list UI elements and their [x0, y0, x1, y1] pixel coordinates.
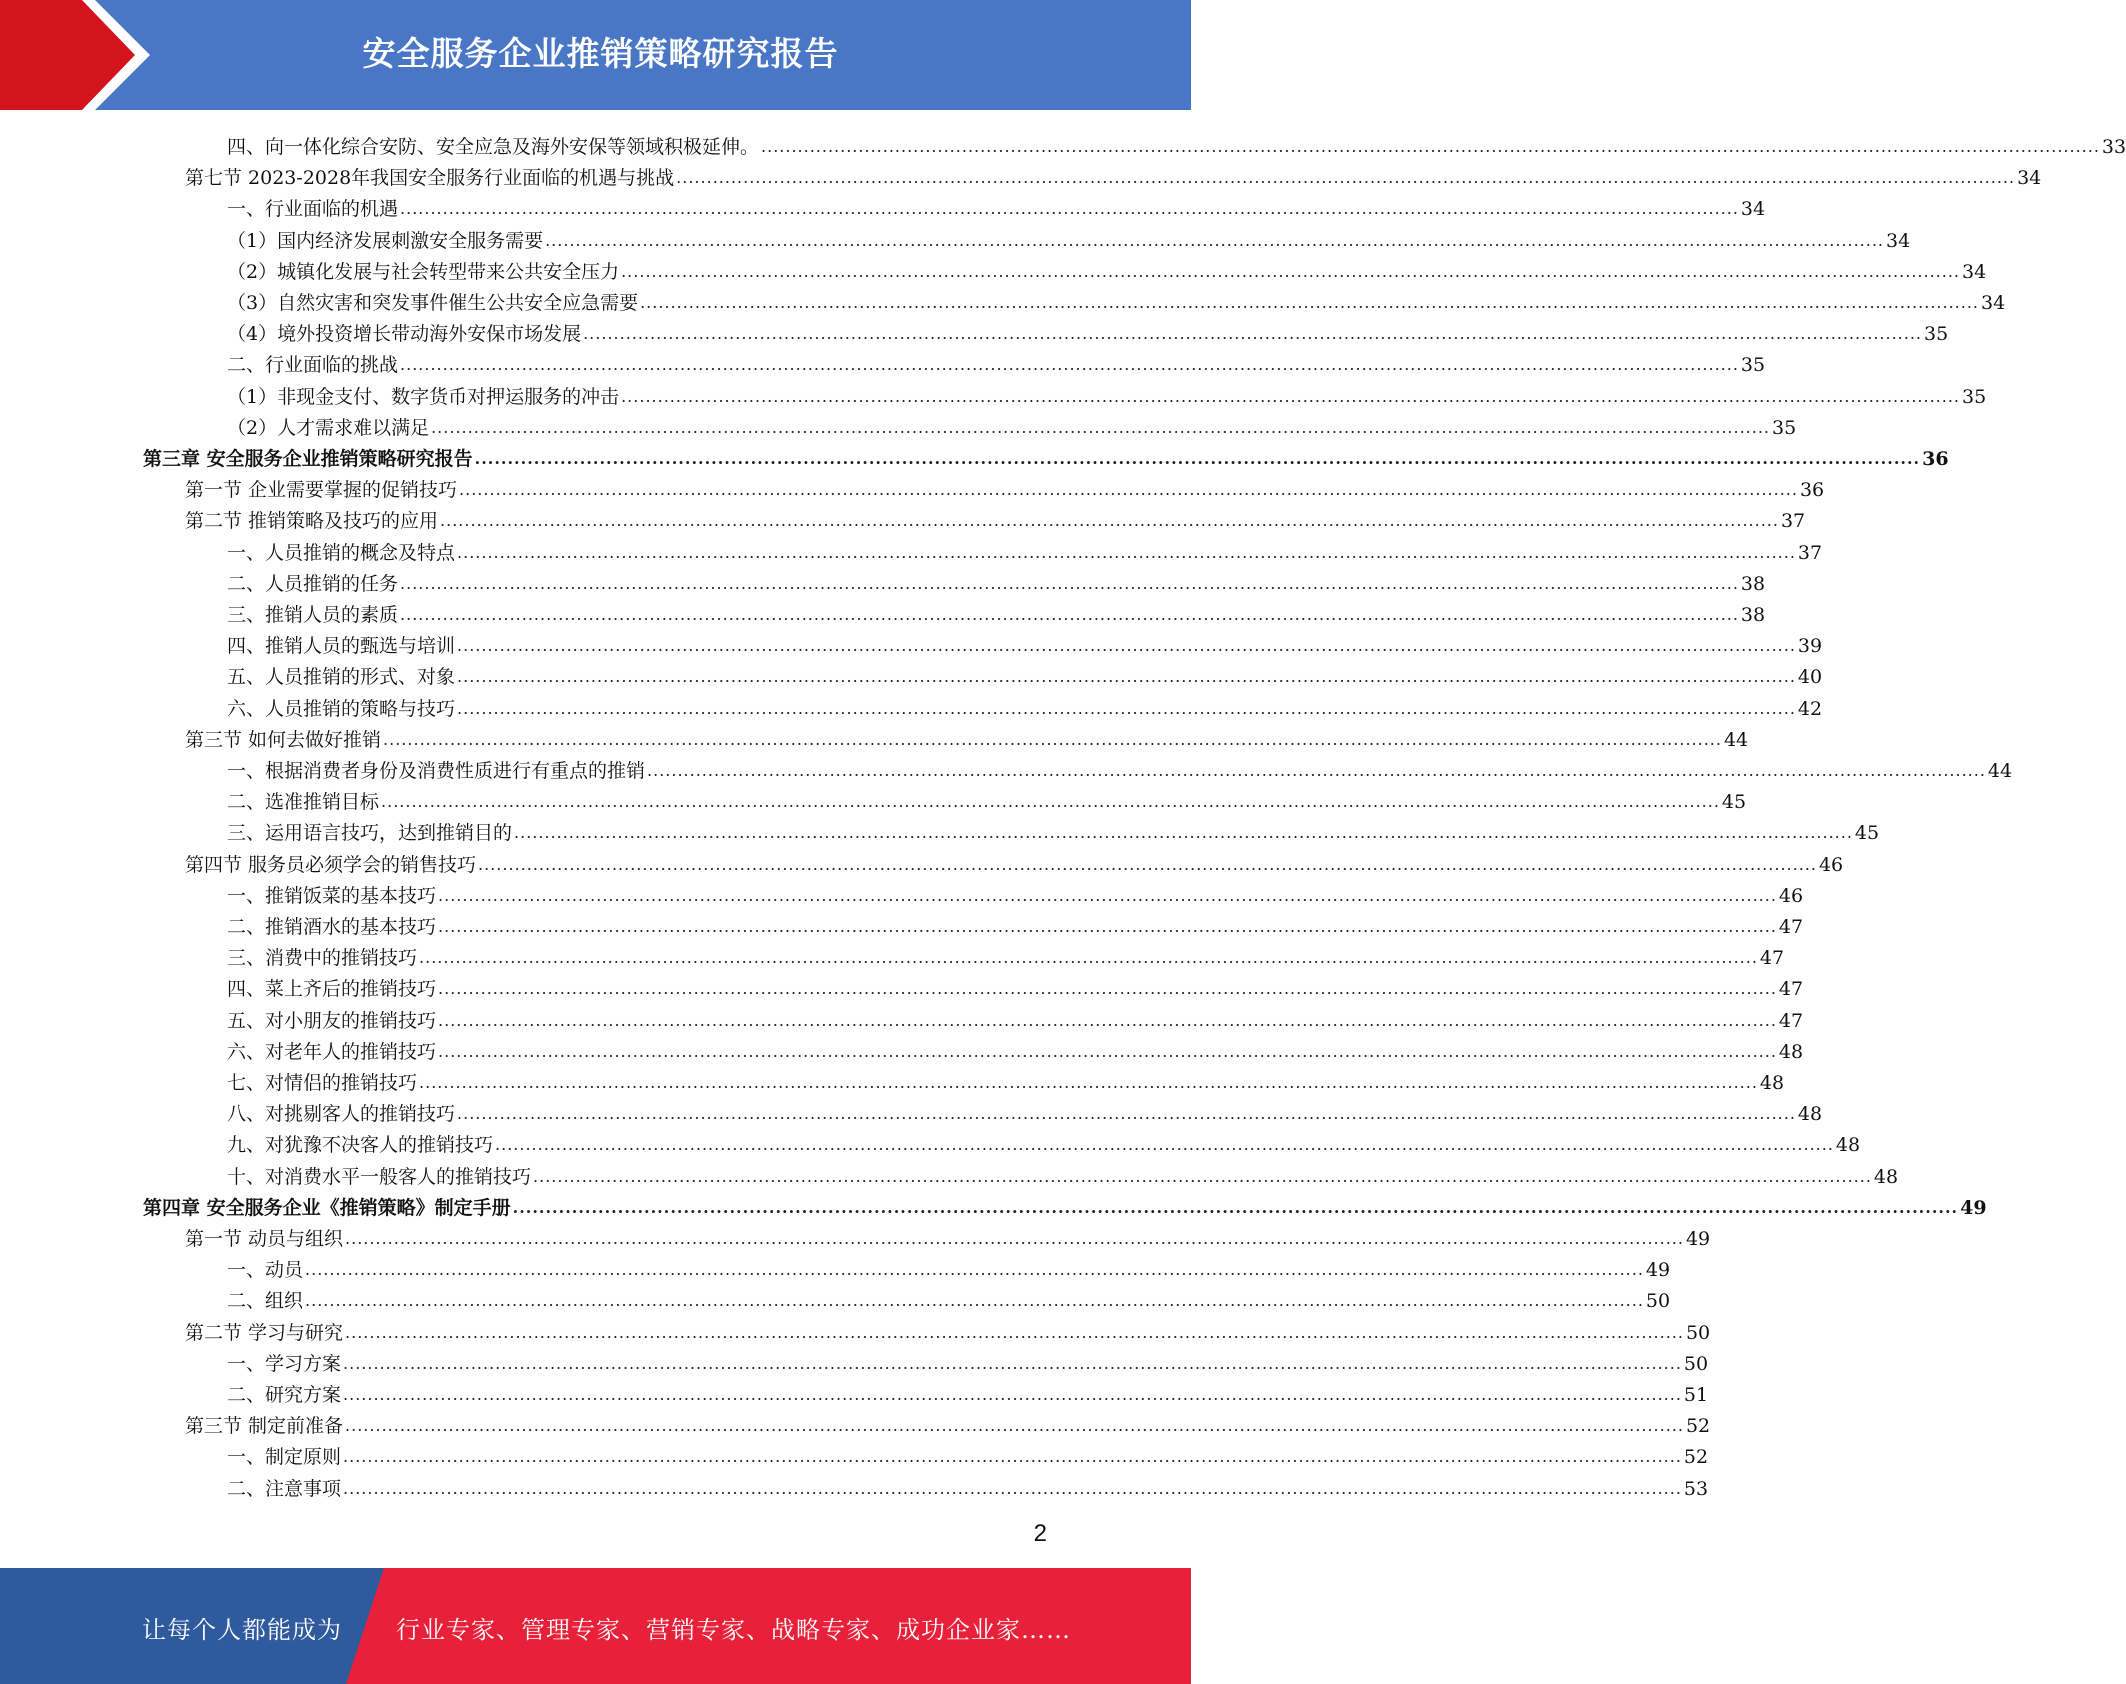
toc-entry-title: 第七节 2023-2028年我国安全服务行业面临的机遇与挑战 [185, 167, 675, 190]
toc-entry[interactable] [227, 1437, 1709, 1469]
toc-dot-leader: ............................................................................................................................................................................................................................ [621, 386, 1960, 406]
toc-entry[interactable] [227, 314, 1949, 346]
toc-dot-leader: ............................................................................................................................................................................................................................ [621, 261, 1960, 281]
toc-entry-page: 50 [1685, 1321, 1711, 1344]
toc-entry-title: 一、学习方案 [227, 1352, 342, 1375]
toc-entry[interactable] [227, 813, 1880, 845]
toc-entry-page: 38 [1740, 604, 1766, 626]
toc-entry-title: 第二节 学习与研究 [185, 1321, 344, 1344]
toc-dot-leader: ............................................................................................................................................................................................................................ [457, 542, 1796, 562]
toc-dot-leader: ............................................................................................................................................................................................................................ [512, 1197, 1959, 1217]
toc-dot-leader: ............................................................................................................................................................................................................................ [400, 355, 1739, 375]
toc-dot-leader: ............................................................................................................................................................................................................................ [438, 1010, 1777, 1030]
toc-entry[interactable] [227, 876, 1804, 907]
page-number: 2 [1033, 1520, 1047, 1547]
toc-entry[interactable] [227, 1001, 1804, 1032]
toc-entry-title: 一、根据消费者身份及消费性质进行有重点的推销 [227, 760, 646, 782]
toc-entry[interactable] [227, 1250, 1671, 1282]
toc-dot-leader: ............................................................................................................................................................................................................................ [305, 1291, 1644, 1311]
toc-entry-page: 34 [2017, 167, 2042, 190]
toc-entry[interactable] [185, 1406, 1711, 1438]
toc-entry[interactable] [227, 1375, 1709, 1406]
toc-entry[interactable] [227, 938, 1785, 970]
toc-dot-leader: ............................................................................................................................................................................................................................ [343, 1353, 1682, 1373]
toc-entry-page: 47 [1759, 947, 1785, 970]
page-footer [0, 1568, 1191, 1684]
toc-dot-leader: ............................................................................................................................................................................................................................ [640, 293, 1979, 312]
toc-entry[interactable] [143, 439, 1949, 470]
toc-entry-title: 一、动员 [227, 1259, 304, 1282]
toc-dot-leader: ............................................................................................................................................................................................................................ [400, 573, 1739, 593]
toc-entry-page: 34 [1962, 260, 1987, 283]
toc-dot-leader: ............................................................................................................................................................................................................................ [419, 1073, 1758, 1092]
toc-entry[interactable] [227, 782, 1747, 814]
toc-entry-page: 49 [1960, 1196, 1987, 1219]
toc-dot-leader: ............................................................................................................................................................................................................................ [647, 761, 1986, 780]
toc-entry-title: 一、行业面临的机遇 [227, 198, 399, 221]
toc-dot-leader: ............................................................................................................................................................................................................................ [343, 1385, 1682, 1404]
toc-entry-page: 35 [1772, 416, 1797, 439]
toc-entry[interactable] [227, 1344, 1709, 1375]
toc-entry-page: 34 [1886, 229, 1911, 252]
toc-entry[interactable] [227, 969, 1804, 1001]
toc-entry-page: 49 [1645, 1259, 1671, 1282]
toc-entry-page: 48 [1778, 1040, 1804, 1063]
toc-entry[interactable] [227, 1157, 1899, 1188]
toc-entry-page: 36 [1799, 479, 1825, 502]
toc-dot-leader: ............................................................................................................................................................................................................................ [305, 1260, 1644, 1280]
toc-dot-leader: ............................................................................................................................................................................................................................ [457, 698, 1796, 718]
toc-entry-title: （2）人才需求难以满足 [227, 416, 430, 439]
toc-entry[interactable] [185, 501, 1806, 533]
toc-entry-page: 35 [1740, 354, 1766, 377]
toc-entry-title: （3）自然灾害和突发事件催生公共安全应急需要 [227, 292, 639, 314]
toc-dot-leader: ............................................................................................................................................................................................................................ [440, 511, 1779, 531]
toc-entry[interactable] [227, 1094, 1823, 1126]
toc-entry-page: 52 [1683, 1446, 1709, 1469]
toc-dot-leader: ............................................................................................................................................................................................................................ [345, 1416, 1684, 1436]
toc-dot-leader: ............................................................................................................................................................................................................................ [676, 168, 2016, 188]
toc-dot-leader: ............................................................................................................................................................................................................................ [345, 1322, 1684, 1342]
toc-entry-title: 六、人员推销的策略与技巧 [227, 697, 456, 720]
toc-entry[interactable] [227, 377, 1987, 408]
toc-dot-leader: ............................................................................................................................................................................................................................ [495, 1135, 1834, 1155]
toc-entry-page: 47 [1778, 916, 1804, 938]
toc-entry-title: 一、推销饭菜的基本技巧 [227, 884, 437, 907]
toc-entry[interactable] [185, 158, 2042, 190]
toc-dot-leader: ............................................................................................................................................................................................................................ [457, 636, 1796, 656]
toc-dot-leader: ............................................................................................................................................................................................................................ [345, 1229, 1684, 1248]
toc-dot-leader: ............................................................................................................................................................................................................................ [438, 979, 1777, 999]
toc-entry[interactable] [227, 189, 1766, 221]
toc-dot-leader: ............................................................................................................................................................................................................................ [343, 1478, 1682, 1498]
toc-dot-leader: ............................................................................................................................................................................................................................ [438, 1041, 1777, 1061]
toc-entry-title: 二、注意事项 [227, 1477, 342, 1500]
toc-entry-title: 第二节 推销策略及技巧的应用 [185, 510, 439, 533]
toc-entry-title: 九、对犹豫不决客人的推销技巧 [227, 1134, 494, 1157]
toc-entry-page: 39 [1797, 635, 1823, 658]
toc-entry-page: 37 [1797, 541, 1823, 564]
toc-entry-title: 二、选准推销目标 [227, 791, 380, 814]
toc-dot-leader: ............................................................................................................................................................................................................................ [400, 199, 1739, 219]
toc-entry-page: 45 [1721, 791, 1747, 814]
toc-entry[interactable] [227, 689, 1823, 720]
toc-dot-leader: ............................................................................................................................................................................................................................ [381, 792, 1720, 812]
toc-entry-page: 46 [1818, 853, 1844, 876]
toc-entry[interactable] [227, 657, 1823, 689]
toc-entry-title: 八、对挑剔客人的推销技巧 [227, 1103, 456, 1126]
toc-entry-title: 第三节 如何去做好推销 [185, 728, 382, 751]
toc-entry[interactable] [227, 345, 1766, 377]
toc-entry[interactable] [227, 221, 1911, 252]
toc-entry-page: 53 [1683, 1477, 1709, 1500]
toc-dot-leader: ............................................................................................................................................................................................................................ [459, 480, 1798, 500]
toc-entry[interactable] [185, 845, 1844, 876]
toc-entry[interactable] [227, 252, 1987, 283]
toc-entry-page: 48 [1759, 1072, 1785, 1094]
toc-entry-page: 35 [1962, 385, 1987, 408]
toc-entry[interactable] [227, 626, 1823, 658]
toc-dot-leader: ............................................................................................................................................................................................................................ [343, 1447, 1682, 1467]
toc-entry[interactable] [185, 470, 1825, 502]
toc-entry[interactable] [227, 533, 1823, 564]
toc-entry-page: 51 [1683, 1384, 1709, 1406]
toc-entry-page: 47 [1778, 978, 1804, 1001]
toc-entry-title: 第三节 制定前准备 [185, 1415, 344, 1438]
toc-dot-leader: ............................................................................................................................................................................................................................ [583, 324, 1922, 344]
toc-dot-leader: ............................................................................................................................................................................................................................ [438, 917, 1777, 936]
toc-entry-title: （1）国内经济发展刺激安全服务需要 [227, 229, 544, 252]
toc-dot-leader: ............................................................................................................................................................................................................................ [383, 729, 1722, 749]
toc-entry[interactable] [227, 1125, 1861, 1157]
toc-entry[interactable] [227, 1063, 1785, 1094]
footer-slogan-right: 行业专家、管理专家、营销专家、战略专家、成功企业家…… [396, 1616, 1071, 1644]
toc-entry-title: 四、菜上齐后的推销技巧 [227, 978, 437, 1001]
toc-entry-title: （2）城镇化发展与社会转型带来公共安全压力 [227, 260, 620, 283]
toc-entry-page: 48 [1797, 1103, 1823, 1126]
toc-entry[interactable] [227, 564, 1766, 595]
toc-entry-title: 二、人员推销的任务 [227, 572, 399, 595]
toc-entry-page: 48 [1835, 1134, 1861, 1157]
footer-slogan-left: 让每个人都能成为 [142, 1616, 342, 1644]
toc-entry-page: 46 [1778, 884, 1804, 907]
toc-entry-title: 二、推销酒水的基本技巧 [227, 916, 437, 938]
toc-entry-title: 第四节 服务员必须学会的销售技巧 [185, 853, 477, 876]
toc-dot-leader: ............................................................................................................................................................................................................................ [533, 1166, 1872, 1186]
toc-entry[interactable] [143, 1188, 1987, 1219]
toc-dot-leader: ............................................................................................................................................................................................................................ [545, 230, 1884, 250]
toc-entry-title: 第一节 企业需要掌握的促销技巧 [185, 479, 458, 502]
toc-entry-title: 三、推销人员的素质 [227, 604, 399, 626]
toc-entry-page: 47 [1778, 1009, 1804, 1032]
toc-entry-title: 四、推销人员的甄选与培训 [227, 635, 456, 658]
toc-entry-page: 37 [1780, 510, 1806, 533]
toc-entry-title: 第四章 安全服务企业《推销策略》制定手册 [143, 1196, 511, 1219]
toc-entry[interactable] [227, 751, 2013, 782]
toc-dot-leader: ............................................................................................................................................................................................................................ [400, 605, 1739, 624]
toc-entry-title: 五、人员推销的形式、对象 [227, 666, 456, 689]
toc-entry[interactable] [185, 1313, 1711, 1344]
toc-entry-page: 50 [1683, 1352, 1709, 1375]
toc-entry[interactable] [227, 1469, 1709, 1500]
toc-entry[interactable] [227, 907, 1804, 938]
toc-entry-page: 35 [1924, 323, 1949, 346]
document-title: 安全服务企业推销策略研究报告 [362, 34, 839, 73]
toc-entry[interactable] [227, 1281, 1671, 1313]
toc-entry-page: 52 [1685, 1415, 1711, 1438]
toc-entry-page: 49 [1685, 1228, 1711, 1250]
toc-entry[interactable] [227, 1032, 1804, 1063]
toc-entry-page: 45 [1854, 822, 1880, 845]
toc-entry[interactable] [227, 408, 1797, 439]
toc-dot-leader: ............................................................................................................................................................................................................................ [514, 823, 1853, 843]
toc-dot-leader: ............................................................................................................................................................................................................................ [438, 885, 1777, 905]
page-header [0, 0, 1191, 110]
toc-entry-title: 第三章 安全服务企业推销策略研究报告 [143, 448, 473, 470]
toc-entry-title: 六、对老年人的推销技巧 [227, 1040, 437, 1063]
toc-entry-title: 一、人员推销的概念及特点 [227, 541, 456, 564]
toc-entry-page: 40 [1797, 666, 1823, 689]
toc-dot-leader: ............................................................................................................................................................................................................................ [431, 417, 1770, 437]
toc-entry-page: 44 [1987, 760, 2013, 782]
toc-entry-page: 36 [1922, 448, 1949, 470]
toc-entry-title: （1）非现金支付、数字货币对押运服务的冲击 [227, 385, 620, 408]
toc-dot-leader: ............................................................................................................................................................................................................................ [474, 449, 1921, 468]
toc-entry-page: 50 [1645, 1290, 1671, 1313]
toc-dot-leader: ............................................................................................................................................................................................................................ [419, 948, 1758, 968]
toc-entry[interactable] [185, 1219, 1711, 1250]
toc-dot-leader: ............................................................................................................................................................................................................................ [761, 137, 2100, 156]
toc-entry[interactable] [227, 595, 1766, 626]
toc-entry-title: 三、运用语言技巧，达到推销目的 [227, 822, 513, 845]
toc-entry-page: 42 [1797, 697, 1823, 720]
toc-entry-title: （4）境外投资增长带动海外安保市场发展 [227, 323, 582, 346]
toc-entry[interactable] [227, 127, 2126, 158]
toc-entry-title: 三、消费中的推销技巧 [227, 947, 418, 970]
toc-entry-title: 一、制定原则 [227, 1446, 342, 1469]
toc-entry-page: 33 [2101, 136, 2126, 158]
toc-entry-title: 十、对消费水平一般客人的推销技巧 [227, 1165, 532, 1188]
toc-entry-title: 二、行业面临的挑战 [227, 354, 399, 377]
toc-entry-title: 二、组织 [227, 1290, 304, 1313]
toc-entry-title: 二、研究方案 [227, 1384, 342, 1406]
toc-entry-page: 48 [1873, 1165, 1899, 1188]
toc-entry-page: 34 [1740, 198, 1766, 221]
toc-dot-leader: ............................................................................................................................................................................................................................ [478, 854, 1817, 874]
toc-entry-title: 七、对情侣的推销技巧 [227, 1072, 418, 1094]
toc-entry[interactable] [227, 283, 2006, 314]
toc-entry-title: 五、对小朋友的推销技巧 [227, 1009, 437, 1032]
toc-entry-page: 34 [1981, 292, 2006, 314]
toc-entry-title: 四、向一体化综合安防、安全应急及海外安保等领域积极延伸。 [227, 136, 760, 158]
toc-entry[interactable] [185, 720, 1749, 751]
toc-dot-leader: ............................................................................................................................................................................................................................ [457, 1104, 1796, 1124]
toc-entry-page: 38 [1740, 572, 1766, 595]
toc-entry-title: 第一节 动员与组织 [185, 1228, 344, 1250]
toc-entry-page: 44 [1723, 728, 1749, 751]
toc-dot-leader: ............................................................................................................................................................................................................................ [457, 667, 1796, 687]
